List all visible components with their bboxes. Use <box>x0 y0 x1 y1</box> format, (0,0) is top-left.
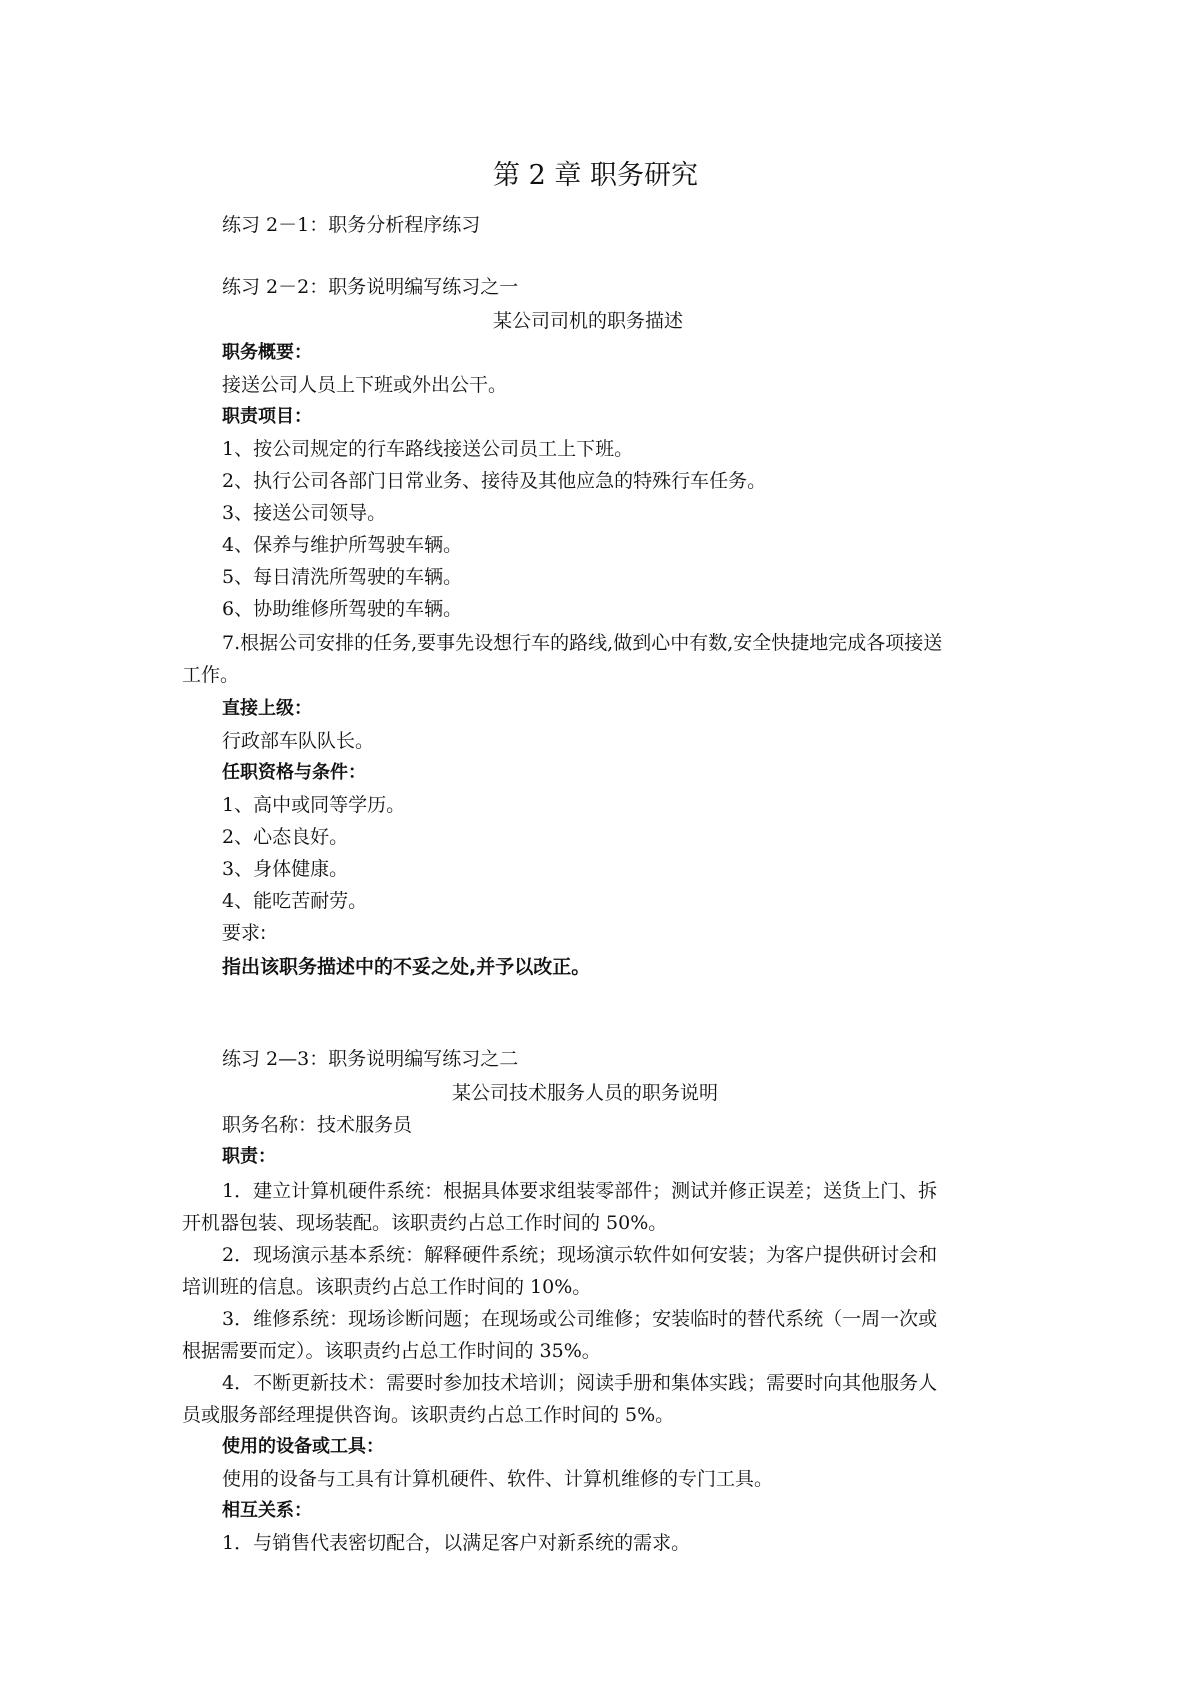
requirement-heading: 要求: <box>222 922 267 944</box>
tech-duty-line: 4．不断更新技术：需要时参加技术培训；阅读手册和集体实践；需要时向其他服务人 <box>222 1372 938 1394</box>
qualification-item: 2、心态良好。 <box>222 826 349 848</box>
summary-text: 接送公司人员上下班或外出公干。 <box>222 374 508 396</box>
tech-duty-line: 3．维修系统：现场诊断问题；在现场或公司维修；安装临时的替代系统（一周一次或 <box>222 1308 938 1330</box>
relations-heading: 相互关系： <box>222 1500 312 1521</box>
summary-heading: 职务概要： <box>222 342 312 363</box>
supervisor-heading: 直接上级： <box>222 698 312 719</box>
tech-duty-line: 1．建立计算机硬件系统：根据具体要求组装零部件；测试并修正误差；送货上门、拆 <box>222 1180 938 1202</box>
exercise-1-title: 练习 2－1：职务分析程序练习 <box>222 214 481 236</box>
duty-item: 5、每日清洗所驾驶的车辆。 <box>222 566 463 588</box>
tech-duty-line: 根据需要而定）。该职责约占总工作时间的 35%。 <box>182 1340 601 1362</box>
equipment-text: 使用的设备与工具有计算机硬件、软件、计算机维修的专门工具。 <box>222 1468 774 1490</box>
tech-duty-line: 培训班的信息。该职责约占总工作时间的 10%。 <box>182 1276 592 1298</box>
requirement-text: 指出该职务描述中的不妥之处,并予以改正。 <box>222 956 591 978</box>
duty-item-7-line-2: 工作。 <box>182 664 240 686</box>
duties-heading: 职责项目： <box>222 406 312 427</box>
duty-item: 3、接送公司领导。 <box>222 502 387 524</box>
tech-doc-title: 某公司技术服务人员的职务说明 <box>452 1082 719 1104</box>
qualifications-heading: 任职资格与条件： <box>222 762 366 783</box>
duty-item: 4、保养与维护所驾驶车辆。 <box>222 534 463 556</box>
qualification-item: 1、高中或同等学历。 <box>222 794 406 816</box>
position-name: 职务名称：技术服务员 <box>222 1114 413 1136</box>
duty-item-7-line-1: 7.根据公司安排的任务,要事先设想行车的路线,做到心中有数,安全快捷地完成各项接送 <box>222 632 943 654</box>
exercise-3-title: 练习 2—3：职务说明编写练习之二 <box>222 1048 519 1070</box>
equipment-heading: 使用的设备或工具： <box>222 1436 384 1457</box>
tech-duties-heading: 职责： <box>222 1146 276 1167</box>
qualification-item: 3、身体健康。 <box>222 858 349 880</box>
duty-item: 6、协助维修所驾驶的车辆。 <box>222 598 463 620</box>
chapter-title: 第 2 章 职务研究 <box>493 160 698 191</box>
supervisor-text: 行政部车队队长。 <box>222 730 375 752</box>
tech-duty-line: 员或服务部经理提供咨询。该职责约占总工作时间的 5%。 <box>182 1404 675 1426</box>
tech-duty-line: 2．现场演示基本系统：解释硬件系统；现场演示软件如何安装；为客户提供研讨会和 <box>222 1244 938 1266</box>
duty-item: 1、按公司规定的行车路线接送公司员工上下班。 <box>222 438 634 460</box>
qualification-item: 4、能吃苦耐劳。 <box>222 890 368 912</box>
exercise-2-title: 练习 2－2：职务说明编写练习之一 <box>222 276 519 298</box>
tech-duty-line: 开机器包装、现场装配。该职责约占总工作时间的 50%。 <box>182 1212 668 1234</box>
relation-item: 1．与销售代表密切配合，以满足客户对新系统的需求。 <box>222 1532 691 1554</box>
driver-doc-title: 某公司司机的职务描述 <box>493 310 684 332</box>
duty-item: 2、执行公司各部门日常业务、接待及其他应急的特殊行车任务。 <box>222 470 767 492</box>
